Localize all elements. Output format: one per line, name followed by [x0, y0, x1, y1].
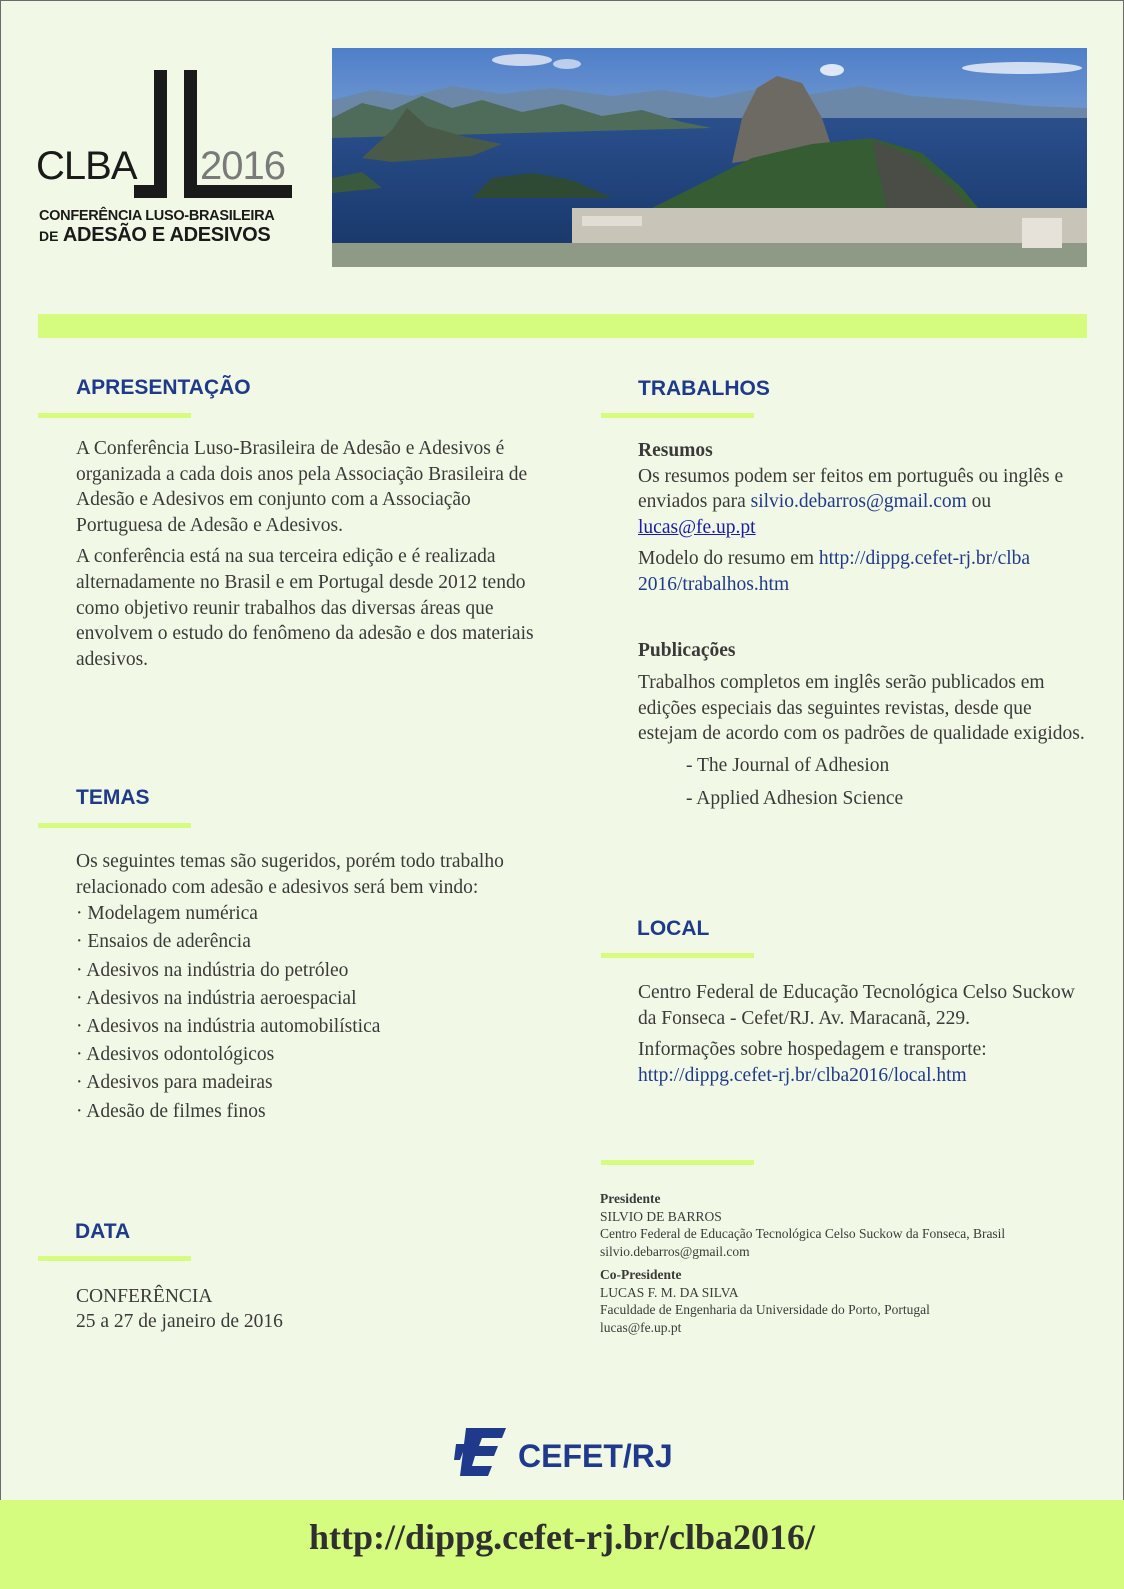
journal-item: - Applied Adhesion Science [686, 787, 904, 809]
modelo-text: Modelo do resumo em [638, 548, 815, 570]
temas-item: · Adesivos para madeiras [76, 1072, 273, 1094]
temas-item: · Adesivos na indústria automobilística [76, 1016, 381, 1037]
logo-de: DE [39, 228, 59, 244]
cefet-emblem-icon [452, 1424, 508, 1482]
presidente-role: Presidente [600, 1191, 661, 1206]
copresidente-name: LUCAS F. M. DA SILVA [600, 1284, 739, 1300]
resumos-title: Resumos [638, 440, 713, 461]
resumos-ou: ou [971, 491, 992, 513]
local-text [638, 980, 1088, 1088]
temas-item: · Ensaios de aderência [76, 931, 251, 953]
organizers [600, 1190, 1100, 1336]
apresentacao-rule [38, 413, 191, 418]
trabalhos-rule [601, 413, 754, 418]
temas-item: · Adesivos na indústria aeroespacial [76, 987, 357, 1009]
top-accent-band [38, 314, 1087, 338]
apresentacao-p2: A conferência está na sua terceira edição e é realizada alternadamente no Brasil e em Portugal desde 2012 tendo como objetivo reunir trabalhos das diversas áreas que envolvem o estudo do fenômeno da adesão e dos materiais adesivos. [76, 546, 534, 670]
temas-rule [38, 823, 191, 828]
presidente-name: SILVIO DE BARROS [600, 1208, 722, 1224]
clba-logo [36, 66, 302, 256]
trabalhos-text [638, 438, 1088, 815]
rio-landscape-photo [332, 48, 1087, 267]
temas-item: · Adesivos na indústria do petróleo [76, 959, 349, 981]
logo-foot-left [134, 185, 167, 198]
journal-item: - The Journal of Adhesion [686, 754, 890, 776]
logo-clba: CLBA [36, 144, 137, 188]
logo-adesao: ADESÃO E ADESIVOS [62, 224, 271, 246]
temas-intro: Os seguintes temas são sugeridos, porém todo trabalho relacionado com adesão e adesivos será bem vindo: [76, 851, 504, 898]
data-text [76, 1285, 536, 1334]
local-heading: LOCAL [637, 917, 710, 940]
data-line2: 25 a 27 de janeiro de 2016 [76, 1310, 283, 1332]
local-link[interactable]: http://dippg.cefet-rj.br/clba2016/local.htm [638, 1064, 967, 1086]
apresentacao-heading: APRESENTAÇÃO [76, 376, 251, 399]
cefet-logo [452, 1424, 692, 1482]
copresidente-email: lucas@fe.up.pt [600, 1319, 682, 1335]
temas-list [76, 900, 536, 1126]
modelo-paragraph [638, 546, 1038, 597]
trabalhos-heading: TRABALHOS [638, 377, 770, 400]
temas-text [76, 849, 536, 1126]
resumos-paragraph [638, 464, 1088, 541]
publicacoes-text: Trabalhos completos em inglês serão publicados em edições especiais das seguintes revistas, desde que estejam de acordo com os padrões de qualidade exigidos. [638, 672, 1085, 745]
journals-list [638, 749, 1088, 815]
email-lucas-link[interactable]: lucas@fe.up.pt [638, 516, 756, 538]
apresentacao-text [76, 436, 536, 672]
temas-item: · Adesão de filmes finos [76, 1100, 266, 1122]
data-line1: CONFERÊNCIA [76, 1286, 213, 1307]
local-address: Centro Federal de Educação Tecnológica Celso Suckow da Fonseca - Cefet/RJ. Av. Maracanã, 229. [638, 982, 1075, 1029]
presidente-email: silvio.debarros@gmail.com [600, 1243, 750, 1259]
logo-year: 2016 [200, 144, 285, 188]
logo-subtitle-2 [39, 224, 270, 247]
logo-bar-right [184, 70, 197, 198]
footer-url-link[interactable]: http://dippg.cefet-rj.br/clba2016/ [309, 1517, 815, 1557]
logo-subtitle-1: CONFERÊNCIA LUSO-BRASILEIRA [39, 208, 275, 224]
email-silvio-link[interactable]: silvio.debarros@gmail.com [750, 491, 967, 513]
copresidente-inst: Faculdade de Engenharia da Universidade do Porto, Portugal [600, 1302, 930, 1317]
copresidente-role: Co-Presidente [600, 1267, 682, 1282]
publicacoes-title: Publicações [638, 639, 736, 661]
resumos-text: Os resumos podem ser feitos em português ou inglês e enviados para [638, 465, 1064, 513]
logo-bar-left [154, 70, 167, 198]
local-info: Informações sobre hospedagem e transporte: [638, 1039, 987, 1061]
temas-item: · Adesivos odontológicos [76, 1044, 275, 1066]
data-heading: DATA [75, 1220, 131, 1243]
apresentacao-p1: A Conferência Luso-Brasileira de Adesão e Adesivos é organizada a cada dois anos pela Associação Brasileira de Adesão e Adesivos em conjunto com a Associação Portuguesa de Adesão e Adesivos. [76, 438, 528, 536]
data-rule [38, 1256, 191, 1261]
local-rule [601, 953, 754, 958]
presidente-inst: Centro Federal de Educação Tecnológica Celso Suckow da Fonseca, Brasil [600, 1226, 1006, 1241]
cefet-name: CEFET/RJ [518, 1438, 673, 1474]
temas-heading: TEMAS [76, 786, 150, 809]
modelo-link[interactable]: http://dippg.cefet-rj.br/clba2016/trabalhos.htm [638, 548, 1031, 595]
temas-item: · Modelagem numérica [76, 903, 258, 925]
organizers-rule [601, 1160, 754, 1165]
